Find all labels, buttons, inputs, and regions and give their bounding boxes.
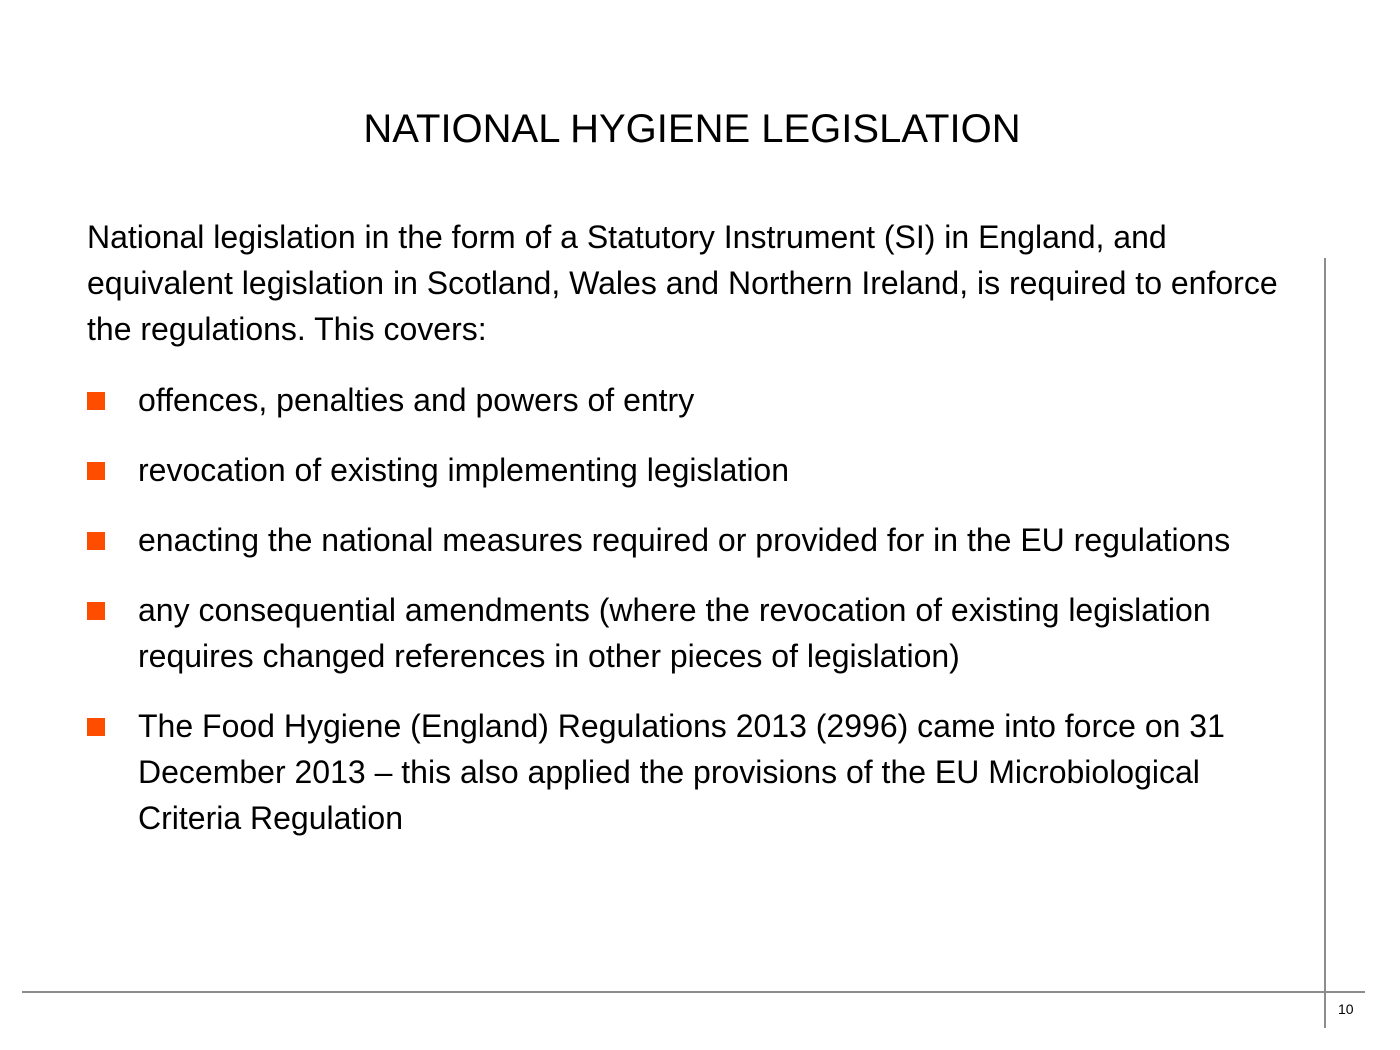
intro-paragraph: National legislation in the form of a Statutory Instrument (SI) in England, and equivalent legislation in Scotland, Wales and Northern Ireland, is required to enforce the regulations. This covers: [87,219,1278,347]
bullet-text: revocation of existing implementing legislation [138,452,790,488]
bullet-text: offences, penalties and powers of entry [138,382,695,418]
horizontal-divider [22,991,1365,993]
square-bullet-icon [87,392,105,410]
bullet-item [87,517,1287,563]
slide-title: NATIONAL HYGIENE LEGISLATION [363,107,1021,151]
bullet-item [87,377,1287,423]
bullet-item [87,447,1287,493]
bullet-item [87,587,1287,679]
vertical-divider [1324,258,1326,1028]
square-bullet-icon [87,462,105,480]
bullet-item [87,703,1287,841]
square-bullet-icon [87,532,105,550]
bullet-text: any consequential amendments (where the revocation of existing legislation requires changed references in other pieces of legislation) [138,592,1211,674]
bullet-text: The Food Hygiene (England) Regulations 2013 (2996) came into force on 31 December 2013 – this also applied the provisions of the EU Microbiological Criteria Regulation [138,708,1225,836]
bullet-text: enacting the national measures required or provided for in the EU regulations [138,522,1231,558]
square-bullet-icon [87,718,105,736]
square-bullet-icon [87,602,105,620]
page-number: 10 [1338,1001,1354,1017]
bullet-list [87,377,1287,865]
